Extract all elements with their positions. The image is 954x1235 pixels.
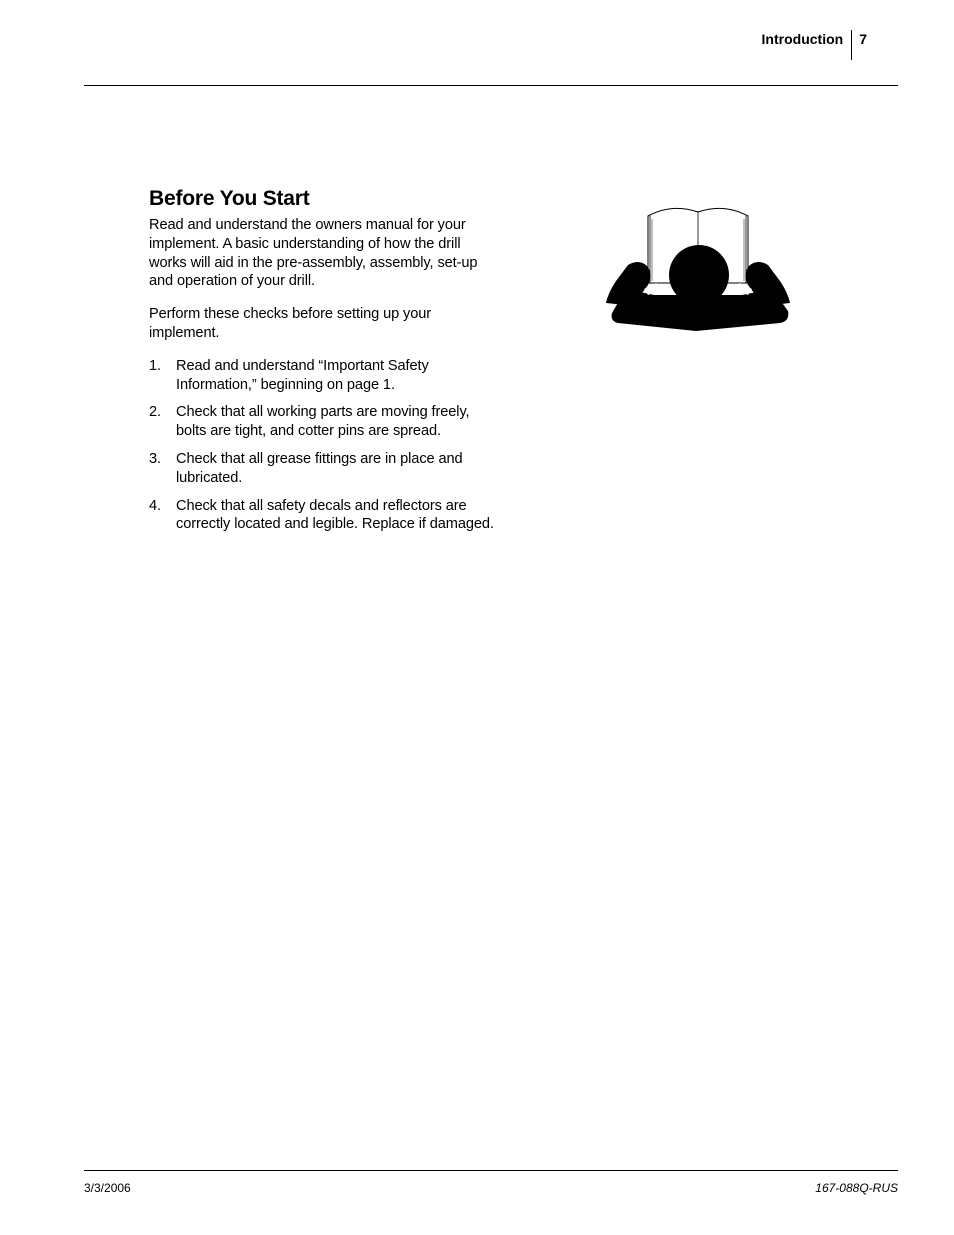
running-header — [762, 30, 867, 60]
list-item — [149, 357, 494, 395]
page-number: 7 — [859, 31, 867, 47]
header-rule — [84, 85, 898, 86]
footer-document-number: 167-088Q-RUS — [815, 1181, 898, 1195]
list-item-text: Check that all working parts are moving freely, bolts are tight, and cotter pins are spread. — [176, 404, 470, 440]
checklist — [149, 357, 494, 534]
list-item-number: 4. — [149, 497, 161, 514]
section-name: Introduction — [761, 31, 844, 47]
lead-paragraph: Perform these checks before setting up your implement. — [149, 306, 432, 341]
list-item-text: Read and understand “Important Safety Information,” beginning on page 1. — [176, 357, 429, 393]
intro-paragraph: Read and understand the owners manual for your implement. A basic understanding of how the drill works will aid in the pre-assembly, assembly, set-up and operation of your drill. — [149, 217, 478, 290]
page-title: Before You Start — [149, 187, 310, 210]
footer-rule — [84, 1170, 898, 1171]
main-content — [149, 186, 494, 543]
footer-date: 3/3/2006 — [84, 1181, 131, 1195]
header-divider — [851, 30, 852, 60]
list-item-number: 3. — [149, 450, 161, 467]
list-item-number: 2. — [149, 404, 161, 421]
list-item — [149, 450, 494, 488]
list-item — [149, 497, 494, 535]
list-item-text: Check that all grease fittings are in place and lubricated. — [176, 450, 463, 486]
person-reading-manual-icon — [604, 203, 792, 333]
list-item-text: Check that all safety decals and reflectors are correctly located and legible. Replace if damaged. — [176, 497, 494, 533]
list-item — [149, 403, 494, 441]
list-item-number: 1. — [149, 357, 161, 374]
